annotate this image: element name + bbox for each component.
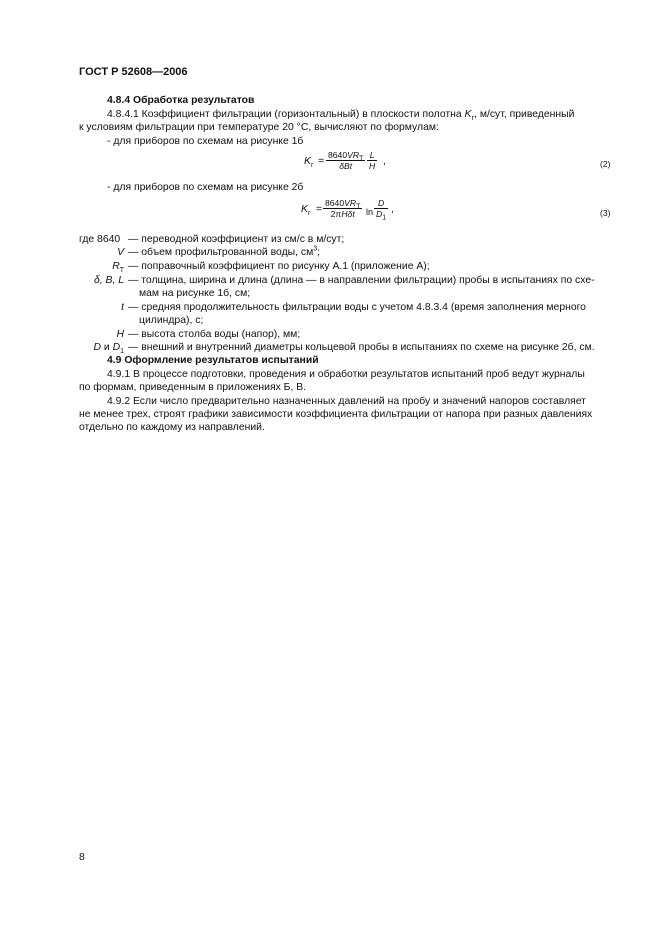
where-desc-d-d1: — внешний и внутренний диаметры кольцевой пробы в испытаниях по схеме на рисунке 2б, см. <box>128 342 595 353</box>
number: 8640 <box>328 150 348 160</box>
symbol: V <box>117 247 124 258</box>
list-item-scheme-2b: - для приборов по схемам на рисунке 2б <box>107 182 304 193</box>
where-desc-v <box>128 247 320 259</box>
where-desc-rt: — поправочный коэффициент по рисунку А.1 (приложение А); <box>128 261 430 272</box>
section-heading-4-9: 4.9 Оформление результатов испытаний <box>107 355 319 366</box>
symbol: Hδt <box>341 209 355 219</box>
document-header: ГОСТ Р 52608—2006 <box>79 66 188 78</box>
where-desc-dbl-line2: мам на рисунке 1б, см; <box>139 288 251 299</box>
formula-comma: , <box>383 156 386 167</box>
symbol: D <box>93 342 101 353</box>
fraction-denominator <box>367 160 377 171</box>
text-span: , м/сут, приведенный <box>474 109 575 120</box>
paragraph-4-9-1-line2: по формам, приведенным в приложениях Б, В. <box>79 382 307 393</box>
fraction-numerator <box>323 198 362 211</box>
where-desc-dbl-line1: — толщина, ширина и длина (длина — в направлении фильтрации) пробы в испытаниях по схе- <box>128 275 595 286</box>
symbol: δ, B, L <box>93 275 124 286</box>
paragraph-4-9-2-line1: 4.9.2 Если число предварительно назначенных давлений на пробу и значений напоров составляет <box>107 396 586 407</box>
paragraph-4-8-4-1-line2: к условиям фильтрации при температуре 20 °С, вычисляют по формулам: <box>79 122 439 133</box>
paragraph-4-9-2-line2: не менее трех, строят графики зависимости коэффициента фильтрации от напора при разных давлениях <box>79 409 593 420</box>
page-number: 8 <box>79 852 85 863</box>
paragraph-4-9-1-line1: 4.9.1 В процессе подготовки, проведения и обработки результатов испытаний проб ведут журналы <box>107 369 585 380</box>
formula-lhs <box>304 156 314 168</box>
fraction-numerator <box>326 150 365 163</box>
symbol: L <box>369 150 375 160</box>
symbol: H <box>116 329 124 340</box>
number: 8640 <box>325 198 345 208</box>
where-term-h <box>112 329 124 341</box>
subscript: T <box>119 267 124 275</box>
section-heading-4-8-4: 4.8.4 Обработка результатов <box>107 95 255 106</box>
paragraph-4-8-4-1-line1 <box>107 109 574 121</box>
number: 2 <box>330 209 336 219</box>
list-item-scheme-1b: - для приборов по схемам на рисунке 1б <box>107 136 304 147</box>
text-span: — объем профильтрованной воды, см <box>128 247 314 258</box>
pi-symbol: π <box>335 209 342 219</box>
symbol-k: K <box>304 156 311 167</box>
equals-sign: = <box>318 156 325 167</box>
symbol: D <box>377 198 385 208</box>
fraction-l-over-h <box>367 150 377 171</box>
symbol: D <box>112 342 121 353</box>
subscript: г <box>471 115 475 123</box>
subscript: г <box>310 162 314 170</box>
fraction-denominator <box>374 208 388 222</box>
text-span: и <box>101 342 113 353</box>
symbol-k: K <box>464 109 472 120</box>
where-term-d-d1 <box>80 342 124 354</box>
fraction-main <box>323 198 362 219</box>
symbol: D <box>376 209 383 219</box>
subscript: T <box>359 155 364 163</box>
where-desc-8640: — переводной коэффициент из см/с в м/сут; <box>128 234 345 245</box>
symbol: VR <box>344 198 357 208</box>
equation-number: (3) <box>600 208 611 218</box>
symbol-k: K <box>301 204 308 215</box>
where-term-v <box>112 247 124 259</box>
ln-operator: ln <box>366 207 374 217</box>
text-span: 4.8.4.1 Коэффициент фильтрации (горизонтальный) в плоскости полотна <box>107 109 465 120</box>
where-desc-t-line1: — средняя продолжительность фильтрации воды с учетом 4.8.3.4 (время заполнения мерного <box>128 302 586 313</box>
equation-number: (2) <box>600 159 611 169</box>
fraction-numerator <box>374 198 388 208</box>
symbol: δBt <box>339 161 353 171</box>
subscript: г <box>307 210 311 218</box>
fraction-numerator <box>367 150 377 160</box>
subscript: 1 <box>382 214 387 222</box>
fraction-main <box>326 150 365 171</box>
where-term-rt <box>106 261 124 273</box>
fraction-d-over-d1 <box>374 198 388 222</box>
symbol: VR <box>347 150 360 160</box>
text-span: ; <box>317 247 321 258</box>
symbol: H <box>369 161 376 171</box>
symbol: R <box>112 261 120 272</box>
where-desc-h: — высота столба воды (напор), мм; <box>128 329 301 340</box>
paragraph-4-9-2-line3: отдельно по каждому из направлений. <box>79 422 265 433</box>
formula-comma: , <box>391 204 394 215</box>
formula-lhs <box>301 204 311 216</box>
where-term-dbl <box>86 275 124 287</box>
subscript: T <box>356 203 361 211</box>
where-term-8640: где 8640 <box>79 234 121 245</box>
subscript: 1 <box>120 348 124 356</box>
superscript: 3 <box>313 245 318 253</box>
symbol: t <box>121 302 124 313</box>
where-desc-t-line2: цилиндра), с; <box>139 315 204 326</box>
equals-sign: = <box>316 204 323 215</box>
where-term-t <box>112 302 124 314</box>
